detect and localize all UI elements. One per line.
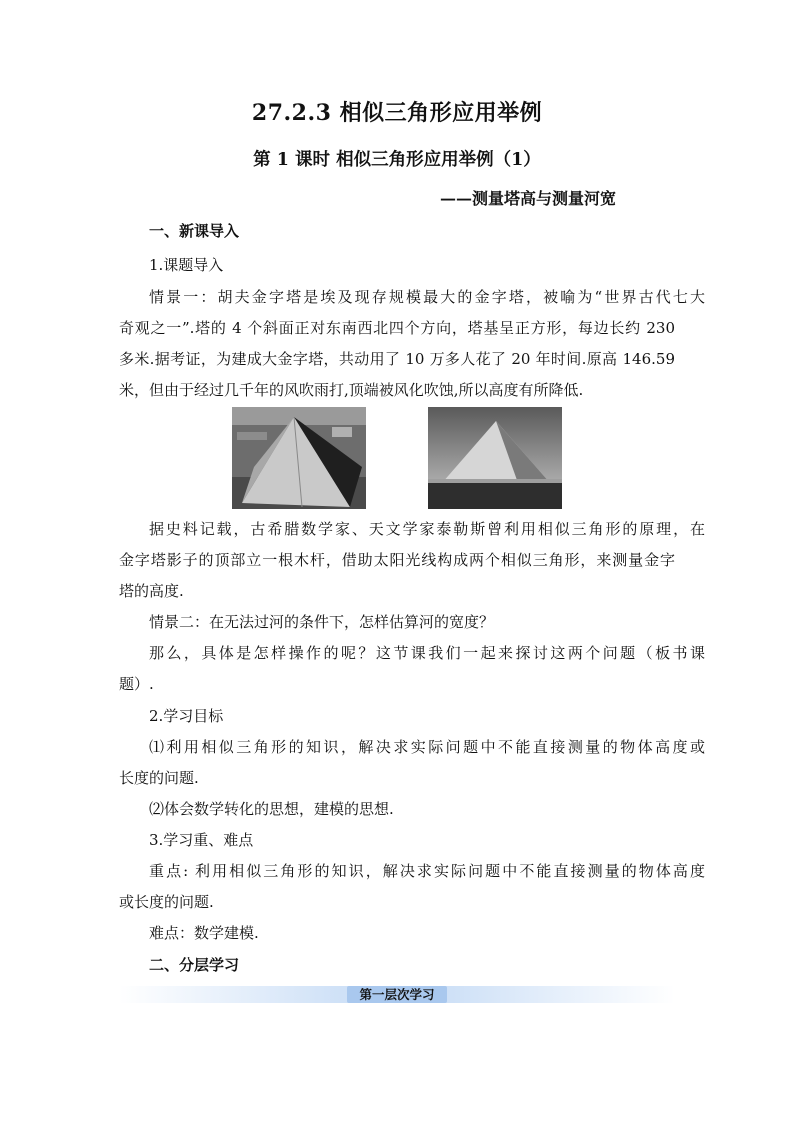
level-banner-label: 第一层次学习 xyxy=(347,986,447,1003)
difficulty-text: 难点：数学建模. xyxy=(149,924,259,942)
scene1-line-3: 多米.据考证，为建成大金字塔，共动用了 10 万多人花了 20 年时间.原高 146.59 xyxy=(119,350,675,368)
scene1-line-4: 米，但由于经过几千年的风吹雨打,顶端被风化吹蚀,所以高度有所降低. xyxy=(119,381,584,399)
item3-heading: 3.学习重、难点 xyxy=(149,831,254,849)
key-line-1: 重点: 利用相似三角形的知识，解决求实际问题中不能直接测量的物体高度 xyxy=(149,862,705,880)
section1-heading: 一、新课导入 xyxy=(149,222,240,240)
pyramid-aerial-photo xyxy=(232,407,366,509)
lesson-title: 27.2.3 相似三角形应用举例 xyxy=(251,100,543,126)
transition-line-2: 题）. xyxy=(119,675,154,693)
goal1-line-1: ⑴利用相似三角形的知识，解决求实际问题中不能直接测量的物体高度或 xyxy=(149,738,705,756)
scene1-line-1: 情景一：胡夫金字塔是埃及现存规模最大的金字塔，被喻为“世界古代七大 xyxy=(149,288,705,306)
lesson-topic: ——测量塔高与测量河宽 xyxy=(439,189,616,208)
history-line-3: 塔的高度. xyxy=(119,582,184,600)
history-line-2: 金字塔影子的顶部立一根木杆，借助太阳光线构成两个相似三角形，来测量金字 xyxy=(119,551,675,569)
transition-line-1: 那么，具体是怎样操作的呢？这节课我们一起来探讨这两个问题（板书课 xyxy=(149,644,705,662)
item1-heading: 1.课题导入 xyxy=(149,256,224,274)
section2-heading: 二、分层学习 xyxy=(149,956,240,974)
lesson-subtitle: 第 1 课时 相似三角形应用举例（1） xyxy=(253,150,541,170)
scene1-line-2: 奇观之一”.塔的 4 个斜面正对东南西北四个方向，塔基呈正方形，每边长约 230 xyxy=(119,319,675,337)
pyramid-horizon-photo xyxy=(428,407,562,509)
scene2-text: 情景二：在无法过河的条件下，怎样估算河的宽度？ xyxy=(149,613,495,631)
history-line-1: 据史料记载，古希腊数学家、天文学家泰勒斯曾利用相似三角形的原理，在 xyxy=(149,520,705,538)
level-banner xyxy=(119,986,675,1003)
item2-heading: 2.学习目标 xyxy=(149,707,224,725)
goal1-line-2: 长度的问题. xyxy=(119,769,199,787)
key-line-2: 或长度的问题. xyxy=(119,893,214,911)
goal2-text: ⑵体会数学转化的思想，建模的思想. xyxy=(149,800,394,818)
